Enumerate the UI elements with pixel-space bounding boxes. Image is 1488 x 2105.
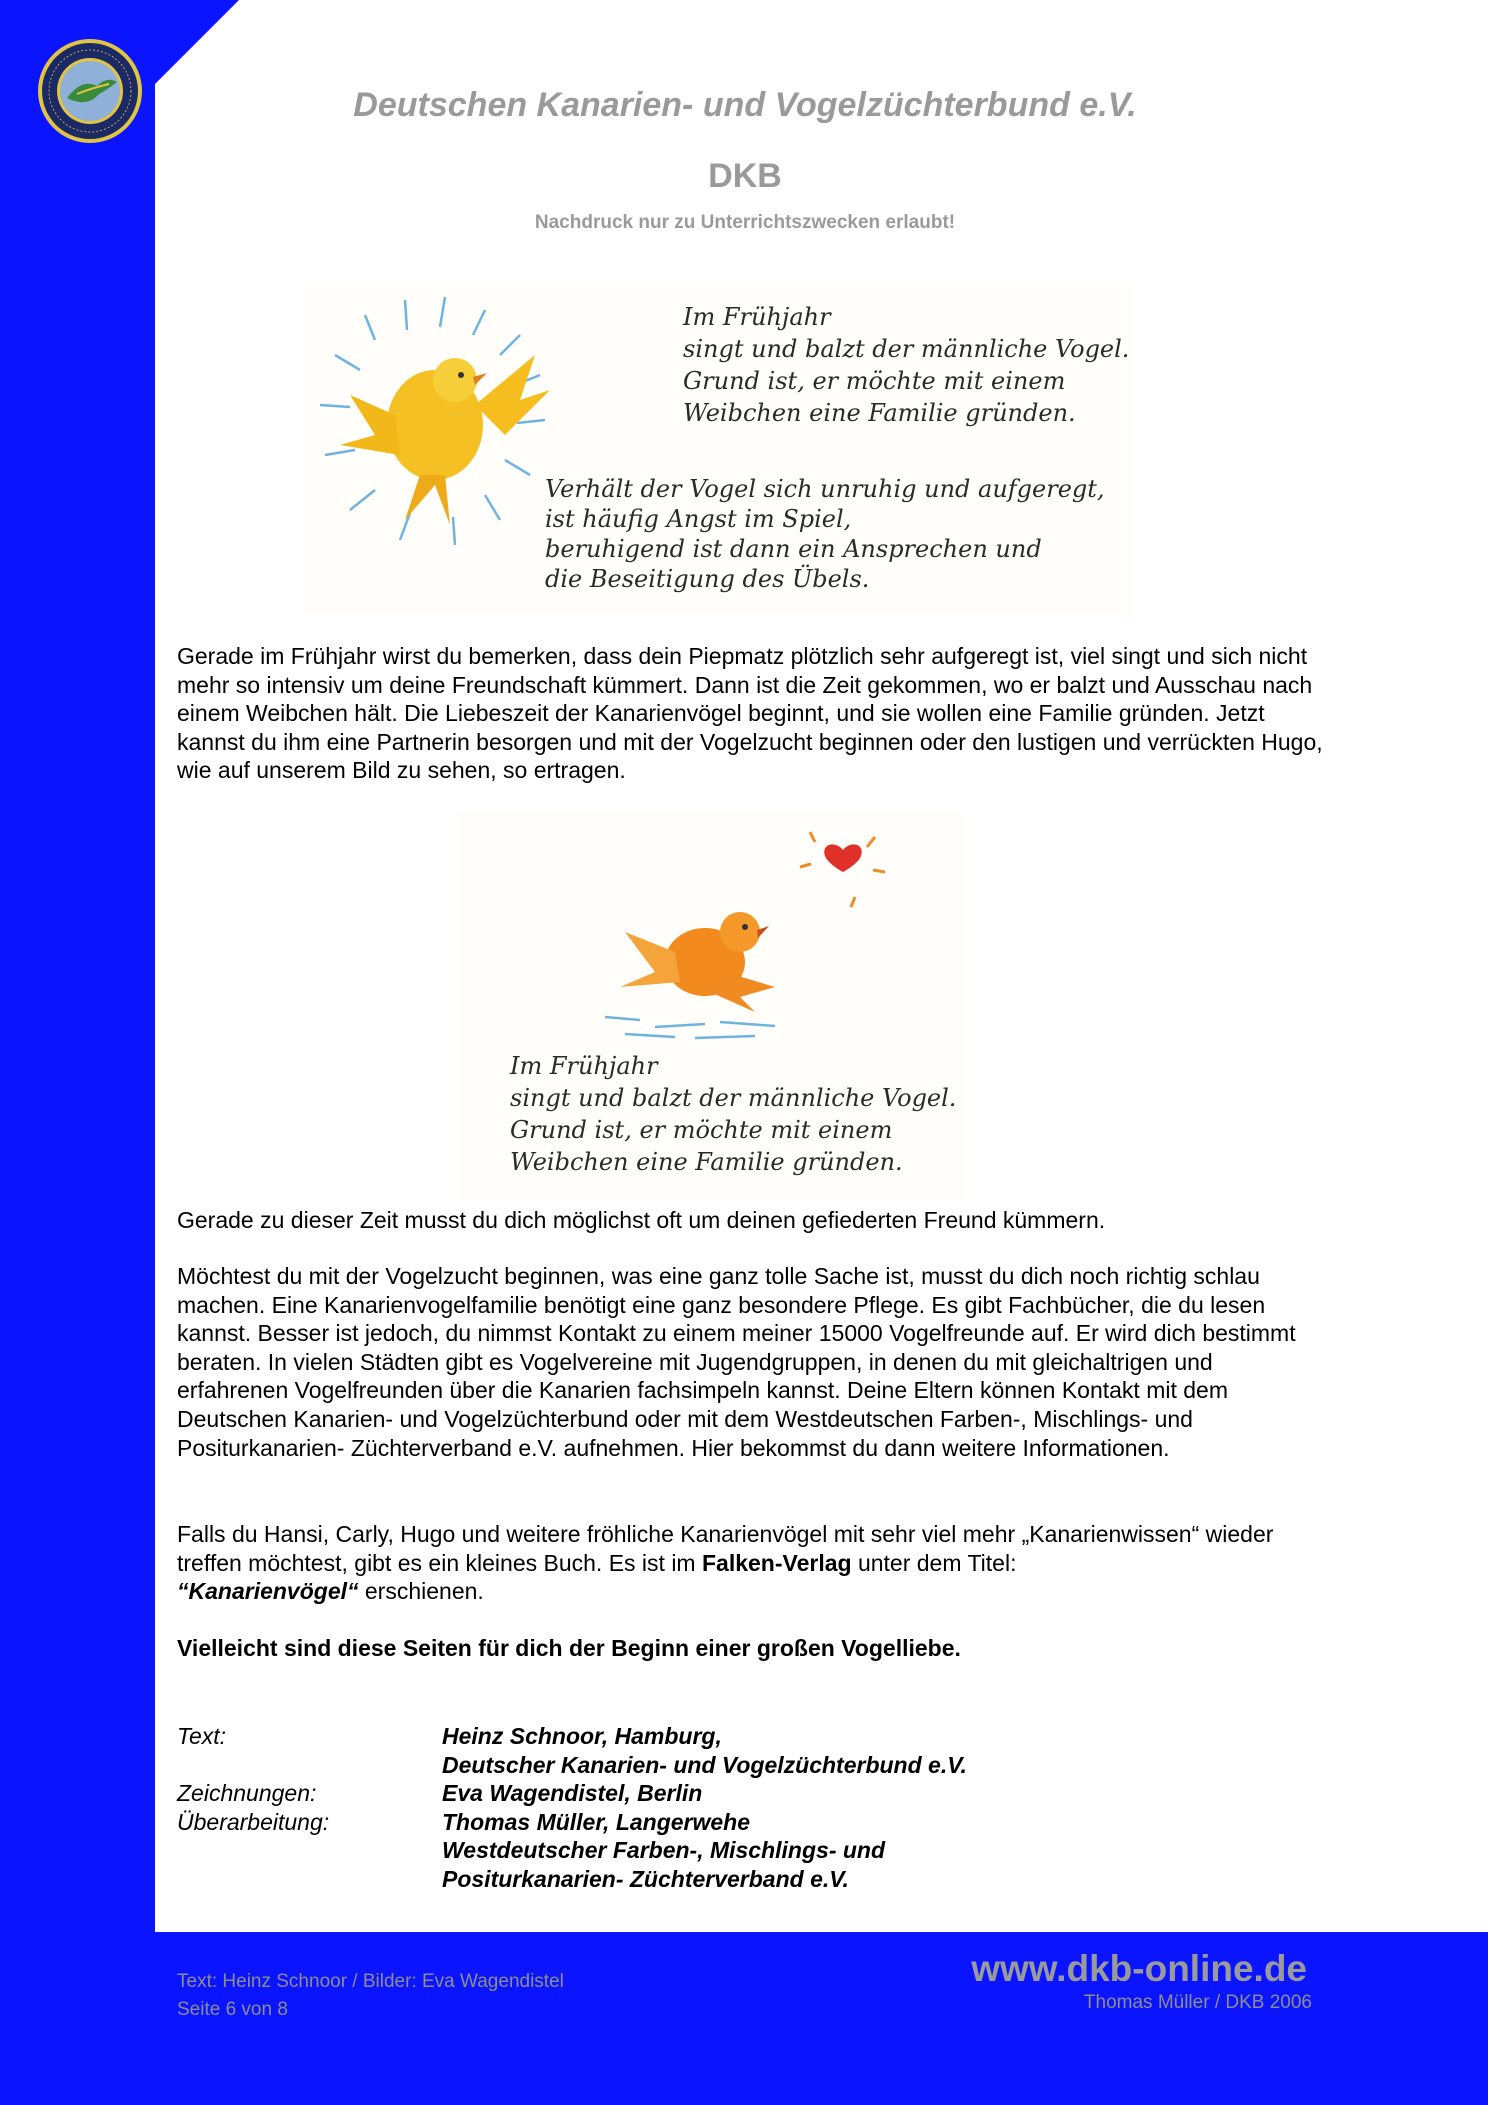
website-link[interactable]: www.dkb-online.de bbox=[971, 1948, 1307, 1989]
caption1-line6: ist häufig Angst im Spiel, bbox=[545, 505, 852, 533]
footer-copyright: Thomas Müller / DKB 2006 bbox=[1083, 1992, 1312, 2013]
canary-icon bbox=[340, 355, 550, 525]
dkb-seal-logo-icon bbox=[37, 38, 143, 144]
book-text-3: erschienen. bbox=[358, 1578, 484, 1605]
page-number: Seite 6 von 8 bbox=[177, 1999, 288, 2020]
canary-in-love-illustration bbox=[455, 812, 965, 1202]
credit-revision-value-1: Thomas Müller, Langerwehe bbox=[442, 1808, 751, 1835]
credit-text-label: Text: bbox=[177, 1723, 227, 1749]
credit-revision-label: Überarbeitung: bbox=[177, 1808, 330, 1835]
paragraph-breeding: Möchtest du mit der Vogelzucht beginnen, was eine ganz tolle Sache ist, musst du dich noch richtig schlau machen. Eine Kanarienvogelfamilie benötigt eine ganz besondere Pflege. Es gibt Fachbücher, die du lesen kannst. Besser ist jedoch, du nimmst Kontakt zu einem meiner 15000 Vogelfreunde auf. Er wird dich bestimmt beraten. In vielen Städten gibt es Vogelvereine mit Jugendgruppen, in denen du mit gleichaltrigen und erfahrenen Vogelfreunden über die Kanarien fachsimpeln kannst. Deine Eltern können Kontakt mit dem Deutschen Kanarien- und Vogelzüchterbund oder mit dem Westdeutschen Farben-, Mischlings- und Positurkanarien- Züchterverband e.V. aufnehmen. Hier bekommst du dann weitere Informationen. bbox=[177, 1263, 1296, 1461]
heart-icon bbox=[824, 844, 861, 872]
caption1-line8: die Beseitigung des Übels. bbox=[545, 565, 870, 593]
left-sidebar-band bbox=[0, 0, 155, 2105]
credit-revision-value-2: Westdeutscher Farben-, Mischlings- und bbox=[442, 1837, 886, 1864]
credit-drawings-value: Eva Wagendistel, Berlin bbox=[442, 1780, 703, 1807]
footer-left bbox=[177, 1968, 564, 2024]
credit-revision-value-3: Positurkanarien- Züchterverband e.V. bbox=[442, 1865, 849, 1892]
caption1-line7: beruhigend ist dann ein Ansprechen und bbox=[545, 535, 1042, 563]
caption2-line2: singt und balzt der männliche Vogel. bbox=[510, 1084, 957, 1112]
paragraph-book bbox=[177, 1520, 1327, 1606]
singing-canary-illustration bbox=[305, 285, 1133, 615]
caption1-line5: Verhält der Vogel sich unruhig und aufgeregt, bbox=[545, 475, 1105, 503]
paragraph-spring: Gerade im Frühjahr wirst du bemerken, dass dein Piepmatz plötzlich sehr aufgeregt ist, viel singt und sich nicht mehr so intensiv um deine Freundschaft kümmert. Dann ist die Zeit gekommen, wo er balzt und Ausschau nach einem Weibchen hält. Die Liebeszeit der Kanarienvögel beginnt, und sie wollen eine Familie gründen. Jetzt kannst du ihm eine Partnerin besorgen und mit der Vogelzucht beginnen oder den lustigen und verrückten Hugo, wie auf unserem Bild zu sehen, so ertragen. bbox=[177, 643, 1323, 784]
caption2-line1: Im Frühjahr bbox=[510, 1052, 658, 1080]
caption2-line3: Grund ist, er möchte mit einem bbox=[510, 1116, 893, 1144]
caption1-line4: Weibchen eine Familie gründen. bbox=[683, 399, 1076, 427]
corner-triangle bbox=[155, 0, 239, 84]
canary-icon bbox=[620, 912, 775, 1012]
page-acronym: DKB bbox=[708, 157, 782, 195]
credit-text-value-1: Heinz Schnoor, Hamburg, bbox=[442, 1723, 722, 1749]
caption1-line3: Grund ist, er möchte mit einem bbox=[683, 367, 1066, 395]
paragraph-care: Gerade zu dieser Zeit musst du dich möglichst oft um deinen gefiederten Freund kümmern. bbox=[177, 1207, 1106, 1233]
caption1-line2: singt und balzt der männliche Vogel. bbox=[683, 335, 1130, 363]
caption2-line4: Weibchen eine Familie gründen. bbox=[510, 1148, 903, 1176]
water-marks-icon bbox=[605, 1017, 775, 1038]
publisher-name: Falken-Verlag bbox=[701, 1549, 852, 1576]
closing-sentence: Vielleicht sind diese Seiten für dich der Beginn einer großen Vogelliebe. bbox=[177, 1635, 961, 1661]
credit-drawings-label: Zeichnungen: bbox=[177, 1780, 317, 1807]
book-text-1: Falls du Hansi, Carly, Hugo und weitere fröhliche Kanarienvögel mit sehr viel mehr „Kanarienwissen“ wieder treffen möchtest, gibt es ein kleines Buch. Es ist im bbox=[177, 1521, 1274, 1576]
credit-text-value-2: Deutscher Kanarien- und Vogelzüchterbund e.V. bbox=[442, 1751, 967, 1778]
reprint-notice: Nachdruck nur zu Unterrichtszwecken erlaubt! bbox=[534, 212, 956, 233]
footer-authors: Text: Heinz Schnoor / Bilder: Eva Wagendistel bbox=[177, 1971, 564, 1992]
credits-block bbox=[177, 1722, 1327, 1894]
caption1-line1: Im Frühjahr bbox=[683, 303, 831, 331]
page-title: Deutschen Kanarien- und Vogelzüchterbund e.V. bbox=[353, 86, 1137, 124]
book-title: “Kanarienvögel“ bbox=[177, 1578, 359, 1605]
book-text-2: unter dem Titel: bbox=[851, 1549, 1017, 1576]
